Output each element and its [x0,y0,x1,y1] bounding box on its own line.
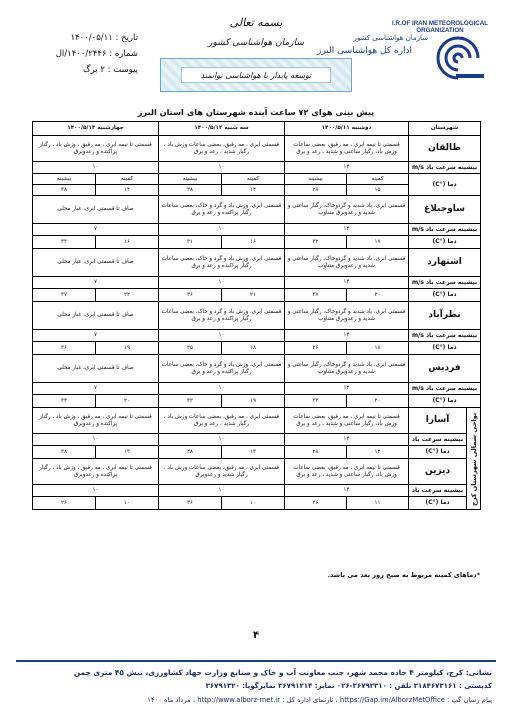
slogan-text: توسعه پایدار با هواشناسی توانمند [181,67,331,83]
temp-value: ۲۸ [285,446,347,459]
wind-day-2: ۱۰ [159,277,285,289]
table-row [33,395,481,408]
max-label: بیشینه [33,174,96,185]
min-label: کمینه [222,174,285,185]
temp-label: دما (°C) [409,289,481,302]
table-row [33,434,481,446]
weather-day-2: قسمتی ابری، وزش باد و گرد و خاک، بعضی ساعات رگبار پراکنده و رعد و برق [159,302,285,330]
wind-day-3: ۷ [33,224,159,236]
city-name: آسارا [409,408,467,434]
header-city: شهرستان [409,122,481,136]
letter-number: شماره : ۱۴۰۰/۲۴۴۶/ال [55,49,138,59]
temp-value: ۳۱ [159,236,222,249]
table-row [33,277,481,289]
header-day-3: چهارشنبه ۱۴۰۰/۵/۱۳ [33,122,159,136]
wind-day-2: ۱۰ [159,330,285,342]
meteorological-organization-logo-icon [428,28,488,88]
temp-value: ۲۸ [159,185,222,196]
temp-value: ۳۷ [285,289,347,302]
temp-value: ۳۸ [33,185,96,196]
weather-day-3: قسمتی تا نیمه ابری ، مه رقیق ، وزش باد ، رگبار پراکنده و رعدوبرق [33,136,159,162]
weather-day-2: قسمتی ابری، وزش باد و گرد و خاک، بعضی ساعات رگبار پراکنده و رعد و برق [159,355,285,383]
temp-value: ۱۸ [347,342,409,355]
table-row [33,383,481,395]
table-row [33,355,481,383]
bismillah: بسمه تعالی [229,16,283,29]
weather-day-1: قسمتی ابری، باد شدید و گردوخاک، رگبار ساعتی و شدید و رعدوبرق متناوب [285,302,409,330]
temp-value: ۱۳ [222,446,285,459]
temp-value: ۳۶ [33,342,96,355]
table-row [33,342,481,355]
weather-day-3: صاف تا قسمتی ابری، غبار محلی [33,249,159,277]
footer-web: پیام رسان گپ : https://Gap.im/AlborzMetOffice ، تارنمای اداره کل : http://www.alborz-met.ir ، مرداد ماه ۱۴۰۰ [147,696,492,704]
table-row [33,485,481,497]
letterhead [0,8,512,98]
weather-day-3: صاف تا قسمتی ابری، غبار محلی [33,196,159,224]
org-name-fa: سازمان هواشناسی کشور [353,34,428,42]
region-label: نواحی شمالی شهرستان کرج [467,408,481,510]
temp-value: ۱۳ [96,446,159,459]
letter-attachment: پیوست : ۲ برگ [82,65,138,75]
max-label: بیشینه [159,174,222,185]
city-name: فردیس [409,355,481,383]
city-name: طالقان [409,136,481,162]
weather-day-2: قسمتی ابری، وزش باد و گرد و خاک، بعضی ساعات رگبار پراکنده و رعد و برق [159,249,285,277]
wind-label: بیشینه سرعت باد m/s [409,383,481,395]
footer-address: نشانی: کرج، کیلومتر ۴ جاده محمد شهر، جنب معاونت آب و خاک و صنایع وزارت جهاد کشاورزی، نبش ۴۵ متری چمن [73,668,492,677]
temp-value: ۳۲ [159,395,222,408]
table-row [33,236,481,249]
weather-day-1: قسمتی ابری، باد شدید و گردوخاک، رگبار ساعتی و شدید و رعدوبرق متناوب [285,196,409,224]
temp-value: ۱۰ [96,497,159,510]
temp-value: ۳۴ [33,395,96,408]
city-name: نظرآباد [409,302,481,330]
max-label: بیشینه [285,174,347,185]
temp-value: ۳۳ [285,395,347,408]
org-name-en: I.R.OF IRAN METEOROLOGICAL ORGANIZATION [392,20,488,35]
org-calligraphy: اداره کل هواشناسی البرز [317,46,412,56]
wind-day-3: ۱۰ [33,485,159,497]
wind-label: بیشینه سرعت باد [409,485,467,497]
temp-value: ۱۶ [96,236,159,249]
wind-day-1: ۱۴ [285,224,409,236]
temp-value: ۲۸ [285,185,347,196]
temp-value: ۳۶ [159,289,222,302]
temp-value: ۳۷ [33,289,96,302]
footer [16,660,496,708]
weather-day-1: قسمتی ابری، باد شدید و گردوخاک، رگبار ساعتی و شدید و رعدوبرق متناوب [285,355,409,383]
table-row [33,459,481,485]
temp-value: ۲۶ [33,497,96,510]
wind-day-3: ۱۰ [33,434,159,446]
header-day-1: دوشنبه ۱۴۰۰/۵/۱۱ [285,122,409,136]
weather-day-2: قسمتی ابری ، مه رقیق، بعضی ساعات وزش باد ، رگبار شدید ، رعد و برق [159,136,285,162]
weather-day-1: قسمتی ابری، باد شدید و گردوخاک، رگبار ساعتی و شدید و رعدوبرق متناوب [285,249,409,277]
table-row [33,174,481,185]
table-row [33,249,481,277]
table-row [33,446,481,459]
min-label: کمینه [347,174,409,185]
city-name: دیزین [409,459,467,485]
wind-day-3: ۷ [33,277,159,289]
wind-label: بیشینه سرعت باد [409,434,467,446]
temp-label: دما (°C) [409,342,481,355]
temp-label: دما (°C) [409,497,467,510]
temp-value: ۱۰ [222,497,285,510]
temp-value: ۱۴ [96,185,159,196]
wind-day-1: ۱۴ [285,383,409,395]
city-name: ساوجبلاغ [409,196,481,224]
city-name: اشتهارد [409,249,481,277]
wind-day-3: ۱۰ [33,162,159,174]
temp-label: دما (°C) [409,446,467,459]
temp-value: ۱۹ [96,342,159,355]
table-row [33,289,481,302]
wind-day-3: ۷ [33,330,159,342]
wind-day-2: ۱۰ [159,224,285,236]
forecast-table [32,121,481,510]
wind-day-2: ۱۰ [159,434,285,446]
footnote: *دماهای کمینه مربوط به صبح روز بعد می باشد. [327,571,480,579]
temp-value: ۲۰ [347,289,409,302]
temp-value: ۱۴ [222,185,285,196]
wind-label: بیشینه سرعت باد m/s [409,162,481,174]
temp-value: ۲۱ [222,289,285,302]
temp-value: ۳۵ [159,342,222,355]
wind-day-2: ۱۰ [159,383,285,395]
temp-value: ۱۹ [222,395,285,408]
table-row [33,408,481,434]
temp-label: دما (°C) [409,236,481,249]
wind-day-1: ۱۴ [285,434,409,446]
wind-label: بیشینه سرعت باد m/s [409,330,481,342]
temp-label: دما (°C) [409,395,481,408]
temp-value: ۲۸ [159,446,222,459]
wind-day-1: ۱۴ [285,277,409,289]
table-header-row [33,122,481,136]
footer-contact: کدپستی : ۳۱۸۴۶۷۳۱۶۱ تلفن : ۳۶۷۹۲۳۱۰-۰۲۶ نمابر: ۳۶۷۹۱۲۱۴ نمابرگویا: ۳۶۷۹۱۳۲۰ [205,682,492,690]
temp-value: ۳۳ [33,236,96,249]
temp-value: ۱۱ [347,497,409,510]
wind-day-1: ۱۴ [285,485,409,497]
weather-day-3: صاف تا قسمتی ابری، غبار محلی [33,302,159,330]
weather-day-2: قسمتی ابری، وزش باد و گرد و خاک، بعضی ساعات رگبار پراکنده و رعد و برق [159,196,285,224]
temp-value: ۳۶ [159,497,222,510]
table-row [33,224,481,236]
temp-label: دما (°C) [409,174,481,196]
weather-day-1: قسمتی تا نیمه ابری ، مه رقیق، بعضی ساعات وزش باد، رگبار ساعتی و شدید ، رعد و برق [285,408,409,434]
temp-value: ۲۰ [96,395,159,408]
temp-value: ۱۶ [222,236,285,249]
center-org-name: سازمان هواشناسی کشور [208,38,304,48]
wind-day-2: ۱۰ [159,162,285,174]
page-number: ۴ [252,630,260,641]
temp-value: ۳۲ [285,236,347,249]
forecast-title: پیش بینی هوای ۷۲ ساعت آینده شهرستان های استان البرز [137,107,375,117]
weather-day-3: صاف تا قسمتی ابری، غبار محلی [33,355,159,383]
wind-day-1: ۱۴ [285,162,409,174]
wind-label: بیشینه سرعت باد m/s [409,224,481,236]
weather-day-2: قسمتی ابری ، مه رقیق، بعضی ساعات وزش باد ، رگبار شدید و رعدوبرق [159,459,285,485]
temp-value: ۲۲ [96,289,159,302]
wind-day-1: ۱۴ [285,330,409,342]
temp-value: ۳۶ [285,342,347,355]
temp-value: ۲۰ [347,395,409,408]
weather-day-1: قسمتی تا نیمه ابری ، مه رقیق، بعضی ساعات وزش باد، رگبار ساعتی و شدید ، رعد و برق [285,136,409,162]
slogan-banner [160,58,352,92]
header-day-2: سه شنبه ۱۴۰۰/۵/۱۲ [159,122,285,136]
letter-meta [28,30,138,78]
temp-value: ۱۵ [347,185,409,196]
wind-label: بیشینه سرعت باد m/s [409,277,481,289]
letter-date: تاریخ : ۱۴۰۰/۰۵/۱۱ [70,33,138,43]
table-row [33,162,481,174]
weather-day-1: قسمتی تا نیمه ابری ، مه رقیق، بعضی ساعات وزش باد، رگبار ساعتی و شدید ، رعد و برق [285,459,409,485]
wind-day-2: ۱۰ [159,485,285,497]
table-row [33,196,481,224]
weather-day-2: قسمتی ابری ، مه رقیق، بعضی ساعات وزش باد ، رگبار شدید ، رعد و برق [159,408,285,434]
weather-day-3: قسمتی تا نیمه ابری ، مه رقیق ، وزش باد ، رگبار پراکنده و رعدوبرق [33,408,159,434]
min-label: کمینه [96,174,159,185]
temp-value: ۳۶ [285,497,347,510]
temp-value: ۳۸ [33,446,96,459]
temp-value: ۱۴ [347,446,409,459]
table-row [33,136,481,162]
table-row [33,497,481,510]
wind-day-3: ۷ [33,383,159,395]
table-row [33,302,481,330]
weather-day-3: قسمتی تا نیمه ابری ، مه رقیق ، وزش باد ، رگبار پراکنده و رعدوبرق [33,459,159,485]
temp-value: ۱۷ [347,236,409,249]
table-row [33,330,481,342]
temp-value: ۱۸ [222,342,285,355]
